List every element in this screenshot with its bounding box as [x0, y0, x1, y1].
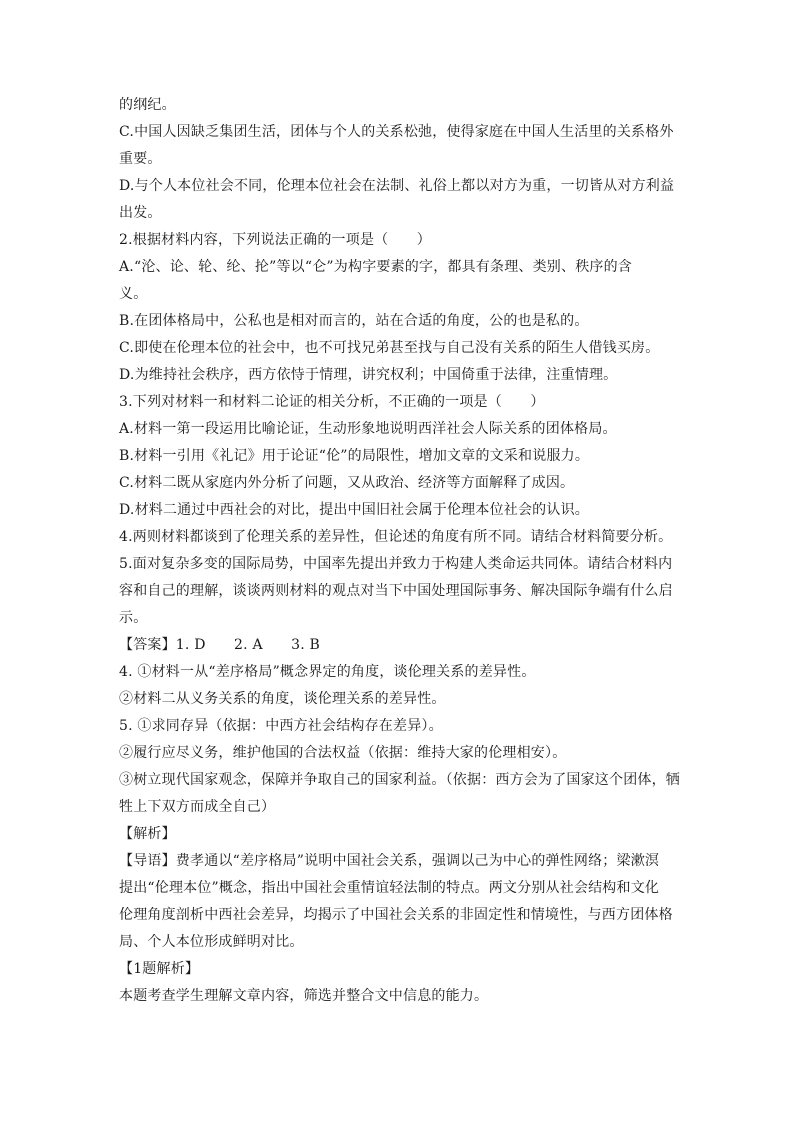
question-1-analysis-heading: 【1题解析】 [119, 961, 200, 977]
text-line: ②履行应尽义务，维护他国的合法权益（依据：维持大家的伦理相安）。 [119, 745, 567, 761]
text-line: A.材料一第一段运用比喻论证，生动形象地说明西洋社会人际关系的团体格局。 [119, 421, 617, 437]
text-line: 出发。 [119, 205, 162, 221]
question-4: 4.两则材料都谈到了伦理关系的差异性，但论述的角度有所不同。请结合材料简要分析。 [119, 529, 673, 545]
answer-line: 【答案】1. D 2. A 3. B [119, 637, 321, 653]
text-line: A.“沦、论、轮、纶、抡”等以“仑”为构字要素的字，都具有条理、类别、秩序的含 [119, 259, 632, 275]
text-line: 容和自己的理解，谈谈两则材料的观点对当下中国处理国际事务、解决国际争端有什么启 [119, 583, 673, 599]
question-3: 3.下列对材料一和材料二论证的相关分析，不正确的一项是（ ） [119, 394, 545, 410]
text-line: ②材料二从义务关系的角度，谈伦理关系的差异性。 [119, 691, 446, 707]
text-line: 的纲纪。 [119, 97, 176, 113]
text-line: 4. ①材料一从“差序格局”概念界定的角度，谈伦理关系的差异性。 [119, 664, 536, 680]
text-line: B.在团体格局中，公私也是相对而言的，站在合适的角度，公的也是私的。 [119, 313, 589, 329]
text-line: 重要。 [119, 151, 162, 167]
text-line: C.材料二既从家庭内外分析了问题，又从政治、经济等方面解释了成因。 [119, 475, 575, 491]
question-2: 2.根据材料内容，下列说法正确的一项是（ ） [119, 232, 431, 248]
question-5: 5.面对复杂多变的国际局势，中国率先提出并致力于构建人类命运共同体。请结合材料内 [119, 556, 673, 572]
text-line: 提出“伦理本位”概念，指出中国社会重情谊轻法制的特点。两文分别从社会结构和文化 [119, 880, 660, 896]
text-line: 本题考查学生理解文章内容，筛选并整合文中信息的能力。 [119, 988, 489, 1004]
text-line: 5. ①求同存异（依据：中西方社会结构存在差异）。 [119, 718, 443, 734]
text-line: D.为维持社会秩序，西方依恃于情理，讲究权利；中国倚重于法律，注重情理。 [119, 367, 618, 383]
text-line: D.与个人本位社会不同，伦理本位社会在法制、礼俗上都以对方为重，一切皆从对方利益 [119, 178, 675, 194]
text-line: C.中国人因缺乏集团生活，团体与个人的关系松弛，使得家庭在中国人生活里的关系格外 [119, 124, 674, 140]
text-line: B.材料一引用《礼记》用于论证“伦”的局限性，增加文章的文采和说服力。 [119, 448, 590, 464]
text-line: 伦理角度剖析中西社会差异，均揭示了中国社会关系的非固定性和情境性，与西方团体格 [119, 907, 673, 923]
text-line: 示。 [119, 610, 148, 626]
text-line: 牲上下双方而成全自己） [119, 799, 276, 815]
text-line: 义。 [119, 286, 148, 302]
analysis-heading: 【解析】 [119, 826, 176, 842]
text-line: C.即使在伦理本位的社会中，也不可找兄弟甚至找与自己没有关系的陌生人借钱买房。 [119, 340, 660, 356]
document-page [119, 92, 679, 1010]
text-line: ③树立现代国家观念，保障并争取自己的国家利益。（依据：西方会为了国家这个团体，牺 [119, 772, 680, 788]
text-line: D.材料二通过中西社会的对比，提出中国旧社会属于伦理本位社会的认识。 [119, 502, 589, 518]
text-line: 【导语】费孝通以“差序格局”说明中国社会关系，强调以己为中心的弹性网络；梁漱溟 [119, 853, 660, 869]
text-line: 局、个人本位形成鲜明对比。 [119, 934, 304, 950]
